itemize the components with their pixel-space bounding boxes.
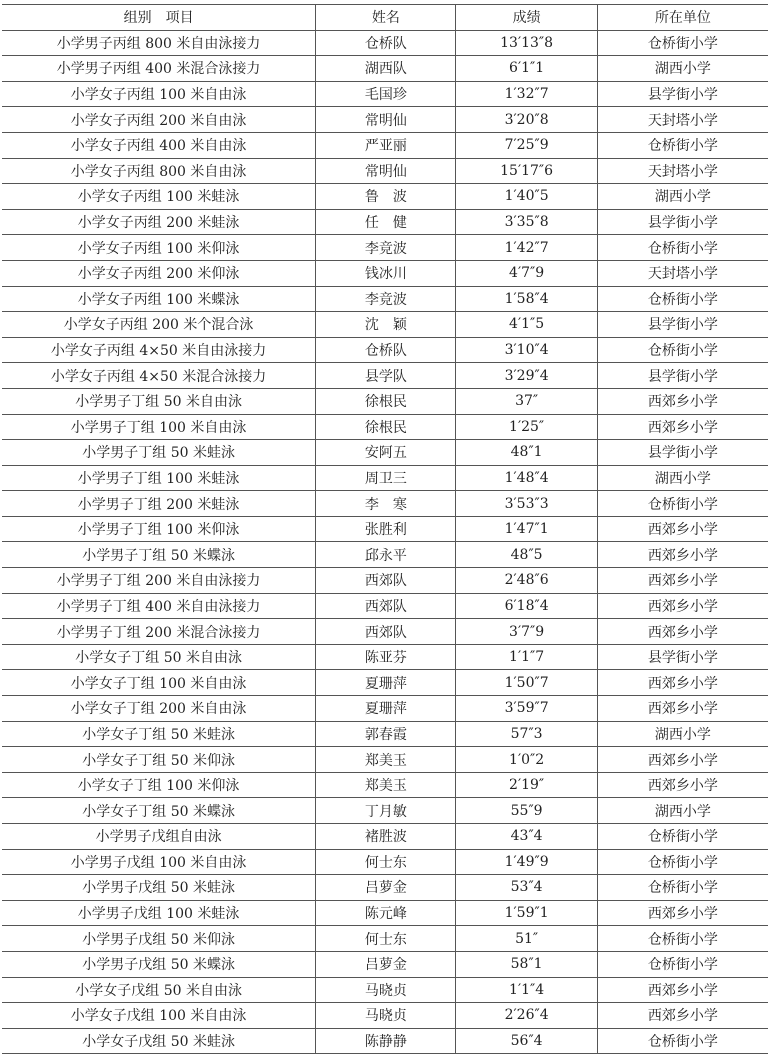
result-cell: 43″4 xyxy=(456,824,597,850)
table-row xyxy=(2,30,768,56)
event-cell: 小学女子丙组 100 米仰泳 xyxy=(2,235,316,261)
event-cell: 小学男子丁组 50 米自由泳 xyxy=(2,388,316,414)
unit-cell: 湖西小学 xyxy=(597,798,768,824)
event-cell: 小学女子丁组 50 米蝶泳 xyxy=(2,798,316,824)
unit-cell: 西郊乡小学 xyxy=(597,568,768,594)
unit-cell: 仓桥街小学 xyxy=(597,926,768,952)
name-cell: 何士东 xyxy=(316,849,456,875)
table-row xyxy=(2,132,768,158)
result-cell: 1′1″4 xyxy=(456,977,597,1003)
name-cell: 郑美玉 xyxy=(316,747,456,773)
name-cell: 郭春霞 xyxy=(316,721,456,747)
result-cell: 3′53″3 xyxy=(456,491,597,517)
event-cell: 小学女子丙组 100 米蛙泳 xyxy=(2,184,316,210)
unit-cell: 仓桥街小学 xyxy=(597,235,768,261)
table-row xyxy=(2,542,768,568)
name-cell: 陈静静 xyxy=(316,1028,456,1054)
result-cell: 3′20″8 xyxy=(456,107,597,133)
unit-cell: 西郊乡小学 xyxy=(597,977,768,1003)
name-cell: 徐根民 xyxy=(316,388,456,414)
event-cell: 小学女子丙组 200 米自由泳 xyxy=(2,107,316,133)
name-cell: 鲁 波 xyxy=(316,184,456,210)
unit-cell: 天封塔小学 xyxy=(597,107,768,133)
unit-cell: 湖西小学 xyxy=(597,465,768,491)
result-cell: 51″ xyxy=(456,926,597,952)
event-cell: 小学女子丁组 50 米蛙泳 xyxy=(2,721,316,747)
event-cell: 小学女子丁组 50 米自由泳 xyxy=(2,644,316,670)
event-cell: 小学女子丙组 100 米蝶泳 xyxy=(2,286,316,312)
result-cell: 53″4 xyxy=(456,875,597,901)
result-cell: 1′58″4 xyxy=(456,286,597,312)
table-row xyxy=(2,388,768,414)
name-cell: 任 健 xyxy=(316,209,456,235)
result-cell: 56″4 xyxy=(456,1028,597,1054)
name-cell: 陈亚芬 xyxy=(316,644,456,670)
name-cell: 县学队 xyxy=(316,363,456,389)
table-row xyxy=(2,747,768,773)
result-cell: 1′40″5 xyxy=(456,184,597,210)
unit-cell: 湖西小学 xyxy=(597,56,768,82)
table-row xyxy=(2,440,768,466)
name-cell: 马晓贞 xyxy=(316,977,456,1003)
event-cell: 小学男子丁组 400 米自由泳接力 xyxy=(2,593,316,619)
event-cell: 小学男子丁组 200 米混合泳接力 xyxy=(2,619,316,645)
result-cell: 4′1″5 xyxy=(456,312,597,338)
unit-cell: 西郊乡小学 xyxy=(597,414,768,440)
event-cell: 小学男子丙组 800 米自由泳接力 xyxy=(2,30,316,56)
table-body xyxy=(2,30,768,1054)
name-cell: 湖西队 xyxy=(316,56,456,82)
name-cell: 马晓贞 xyxy=(316,1003,456,1029)
event-cell: 小学男子戊组 100 米蛙泳 xyxy=(2,900,316,926)
table-row xyxy=(2,670,768,696)
name-cell: 钱冰川 xyxy=(316,260,456,286)
table-row xyxy=(2,260,768,286)
unit-cell: 西郊乡小学 xyxy=(597,900,768,926)
header-row xyxy=(2,5,768,31)
name-cell: 严亚丽 xyxy=(316,132,456,158)
event-cell: 小学男子丁组 50 米蛙泳 xyxy=(2,440,316,466)
results-table xyxy=(2,4,768,1054)
name-cell: 徐根民 xyxy=(316,414,456,440)
unit-cell: 县学街小学 xyxy=(597,312,768,338)
unit-cell: 县学街小学 xyxy=(597,81,768,107)
event-cell: 小学女子丁组 100 米仰泳 xyxy=(2,772,316,798)
result-cell: 2′26″4 xyxy=(456,1003,597,1029)
header-result: 成绩 xyxy=(456,5,597,31)
event-cell: 小学男子丙组 400 米混合泳接力 xyxy=(2,56,316,82)
table-row xyxy=(2,1003,768,1029)
event-cell: 小学男子戊组 50 米蛙泳 xyxy=(2,875,316,901)
unit-cell: 天封塔小学 xyxy=(597,260,768,286)
unit-cell: 仓桥街小学 xyxy=(597,491,768,517)
unit-cell: 西郊乡小学 xyxy=(597,772,768,798)
table-row xyxy=(2,209,768,235)
table-row xyxy=(2,491,768,517)
table-row xyxy=(2,414,768,440)
unit-cell: 仓桥街小学 xyxy=(597,132,768,158)
name-cell: 郑美玉 xyxy=(316,772,456,798)
event-cell: 小学女子丙组 800 米自由泳 xyxy=(2,158,316,184)
table-row xyxy=(2,875,768,901)
result-cell: 3′35″8 xyxy=(456,209,597,235)
result-cell: 7′25″9 xyxy=(456,132,597,158)
table-row xyxy=(2,696,768,722)
result-cell: 15′17″6 xyxy=(456,158,597,184)
name-cell: 仓桥队 xyxy=(316,337,456,363)
result-cell: 48″1 xyxy=(456,440,597,466)
unit-cell: 县学街小学 xyxy=(597,644,768,670)
event-cell: 小学男子戊组自由泳 xyxy=(2,824,316,850)
result-cell: 3′10″4 xyxy=(456,337,597,363)
table-row xyxy=(2,619,768,645)
event-cell: 小学女子丁组 200 米自由泳 xyxy=(2,696,316,722)
unit-cell: 仓桥街小学 xyxy=(597,337,768,363)
table-row xyxy=(2,337,768,363)
result-cell: 3′7″9 xyxy=(456,619,597,645)
result-cell: 58″1 xyxy=(456,951,597,977)
result-cell: 3′59″7 xyxy=(456,696,597,722)
name-cell: 李竞波 xyxy=(316,235,456,261)
table-row xyxy=(2,824,768,850)
result-cell: 6′1″1 xyxy=(456,56,597,82)
result-cell: 2′19″ xyxy=(456,772,597,798)
name-cell: 周卫三 xyxy=(316,465,456,491)
table-row xyxy=(2,56,768,82)
table-row xyxy=(2,721,768,747)
name-cell: 吕萝金 xyxy=(316,951,456,977)
event-cell: 小学女子丙组 100 米自由泳 xyxy=(2,81,316,107)
unit-cell: 西郊乡小学 xyxy=(597,619,768,645)
table-row xyxy=(2,772,768,798)
unit-cell: 县学街小学 xyxy=(597,440,768,466)
unit-cell: 西郊乡小学 xyxy=(597,1003,768,1029)
name-cell: 沈 颖 xyxy=(316,312,456,338)
table-row xyxy=(2,81,768,107)
name-cell: 仓桥队 xyxy=(316,30,456,56)
event-cell: 小学男子丁组 100 米自由泳 xyxy=(2,414,316,440)
name-cell: 丁月敏 xyxy=(316,798,456,824)
name-cell: 西郊队 xyxy=(316,568,456,594)
result-cell: 1′32″7 xyxy=(456,81,597,107)
result-cell: 4′7″9 xyxy=(456,260,597,286)
table-row xyxy=(2,516,768,542)
result-cell: 55″9 xyxy=(456,798,597,824)
event-cell: 小学男子丁组 100 米仰泳 xyxy=(2,516,316,542)
table-row xyxy=(2,951,768,977)
unit-cell: 仓桥街小学 xyxy=(597,849,768,875)
table-row xyxy=(2,568,768,594)
event-cell: 小学男子丁组 200 米自由泳接力 xyxy=(2,568,316,594)
name-cell: 西郊队 xyxy=(316,619,456,645)
event-cell: 小学男子戊组 50 米仰泳 xyxy=(2,926,316,952)
event-cell: 小学女子戊组 50 米自由泳 xyxy=(2,977,316,1003)
event-cell: 小学男子戊组 100 米自由泳 xyxy=(2,849,316,875)
table-row xyxy=(2,107,768,133)
unit-cell: 仓桥街小学 xyxy=(597,951,768,977)
unit-cell: 县学街小学 xyxy=(597,363,768,389)
event-cell: 小学女子丙组 4×50 米自由泳接力 xyxy=(2,337,316,363)
event-cell: 小学女子丙组 200 米仰泳 xyxy=(2,260,316,286)
table-row xyxy=(2,465,768,491)
event-cell: 小学女子丁组 50 米仰泳 xyxy=(2,747,316,773)
unit-cell: 西郊乡小学 xyxy=(597,747,768,773)
name-cell: 褚胜波 xyxy=(316,824,456,850)
name-cell: 吕萝金 xyxy=(316,875,456,901)
event-cell: 小学女子丙组 400 米自由泳 xyxy=(2,132,316,158)
result-cell: 13′13″8 xyxy=(456,30,597,56)
name-cell: 李 寒 xyxy=(316,491,456,517)
name-cell: 夏珊萍 xyxy=(316,670,456,696)
table-row xyxy=(2,926,768,952)
name-cell: 夏珊萍 xyxy=(316,696,456,722)
header-name: 姓名 xyxy=(316,5,456,31)
unit-cell: 西郊乡小学 xyxy=(597,670,768,696)
unit-cell: 仓桥街小学 xyxy=(597,824,768,850)
table-row xyxy=(2,977,768,1003)
result-cell: 57″3 xyxy=(456,721,597,747)
event-cell: 小学男子丁组 100 米蛙泳 xyxy=(2,465,316,491)
result-cell: 1′49″9 xyxy=(456,849,597,875)
unit-cell: 仓桥街小学 xyxy=(597,875,768,901)
result-cell: 1′42″7 xyxy=(456,235,597,261)
result-cell: 48″5 xyxy=(456,542,597,568)
table-row xyxy=(2,235,768,261)
name-cell: 陈元峰 xyxy=(316,900,456,926)
unit-cell: 西郊乡小学 xyxy=(597,696,768,722)
table-row xyxy=(2,849,768,875)
name-cell: 常明仙 xyxy=(316,158,456,184)
event-cell: 小学男子丁组 200 米蛙泳 xyxy=(2,491,316,517)
event-cell: 小学女子丙组 200 米个混合泳 xyxy=(2,312,316,338)
name-cell: 邱永平 xyxy=(316,542,456,568)
event-cell: 小学女子丙组 4×50 米混合泳接力 xyxy=(2,363,316,389)
table-row xyxy=(2,158,768,184)
result-cell: 2′48″6 xyxy=(456,568,597,594)
unit-cell: 仓桥街小学 xyxy=(597,286,768,312)
table-row xyxy=(2,1028,768,1054)
result-cell: 1′48″4 xyxy=(456,465,597,491)
name-cell: 李竞波 xyxy=(316,286,456,312)
name-cell: 西郊队 xyxy=(316,593,456,619)
name-cell: 何士东 xyxy=(316,926,456,952)
table-header xyxy=(2,5,768,31)
unit-cell: 仓桥街小学 xyxy=(597,1028,768,1054)
table-row xyxy=(2,644,768,670)
header-event: 组别 项目 xyxy=(2,5,316,31)
unit-cell: 湖西小学 xyxy=(597,184,768,210)
table-row xyxy=(2,593,768,619)
unit-cell: 西郊乡小学 xyxy=(597,593,768,619)
table-row xyxy=(2,286,768,312)
result-cell: 1′25″ xyxy=(456,414,597,440)
unit-cell: 西郊乡小学 xyxy=(597,516,768,542)
table-row xyxy=(2,363,768,389)
result-cell: 1′59″1 xyxy=(456,900,597,926)
result-cell: 37″ xyxy=(456,388,597,414)
event-cell: 小学女子戊组 100 米自由泳 xyxy=(2,1003,316,1029)
unit-cell: 湖西小学 xyxy=(597,721,768,747)
event-cell: 小学男子丁组 50 米蝶泳 xyxy=(2,542,316,568)
name-cell: 毛国珍 xyxy=(316,81,456,107)
event-cell: 小学女子戊组 50 米蛙泳 xyxy=(2,1028,316,1054)
unit-cell: 西郊乡小学 xyxy=(597,542,768,568)
table-row xyxy=(2,312,768,338)
unit-cell: 西郊乡小学 xyxy=(597,388,768,414)
event-cell: 小学女子丁组 100 米自由泳 xyxy=(2,670,316,696)
name-cell: 安阿五 xyxy=(316,440,456,466)
unit-cell: 县学街小学 xyxy=(597,209,768,235)
result-cell: 1′1″7 xyxy=(456,644,597,670)
name-cell: 张胜利 xyxy=(316,516,456,542)
result-cell: 1′0″2 xyxy=(456,747,597,773)
header-unit: 所在单位 xyxy=(597,5,768,31)
result-cell: 3′29″4 xyxy=(456,363,597,389)
result-cell: 1′47″1 xyxy=(456,516,597,542)
result-cell: 6′18″4 xyxy=(456,593,597,619)
event-cell: 小学女子丙组 200 米蛙泳 xyxy=(2,209,316,235)
name-cell: 常明仙 xyxy=(316,107,456,133)
unit-cell: 仓桥街小学 xyxy=(597,30,768,56)
event-cell: 小学男子戊组 50 米蝶泳 xyxy=(2,951,316,977)
table-row xyxy=(2,184,768,210)
unit-cell: 天封塔小学 xyxy=(597,158,768,184)
table-row xyxy=(2,900,768,926)
result-cell: 1′50″7 xyxy=(456,670,597,696)
table-row xyxy=(2,798,768,824)
